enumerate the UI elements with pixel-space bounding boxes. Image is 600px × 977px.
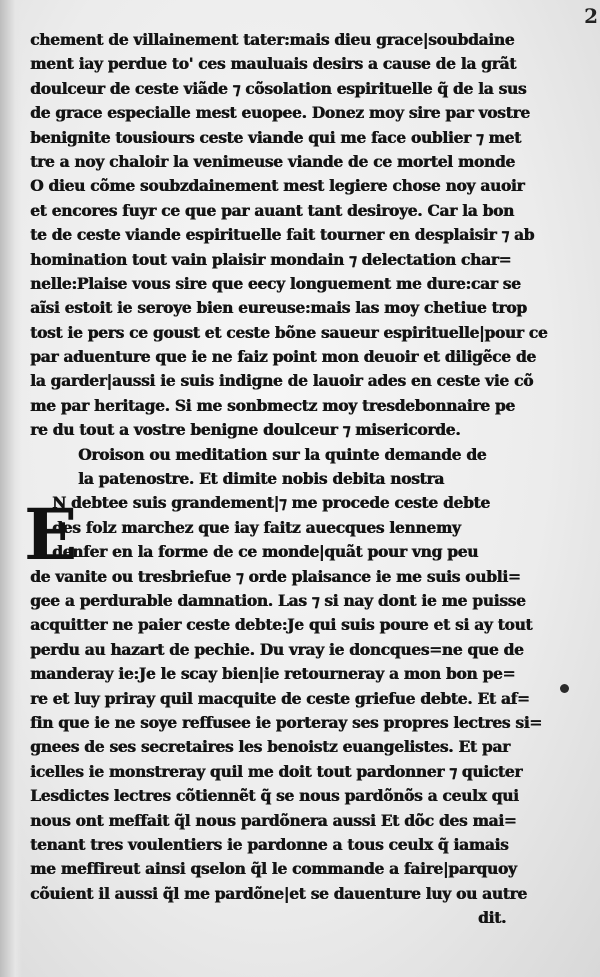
- text-line: te de ceste viande espirituelle fait tourner en desplaisir ⁊ ab: [30, 226, 535, 245]
- text-line: la garder|aussi ie suis indigne de lauoir ades en ceste vie cõ: [30, 372, 533, 391]
- text-line: me par heritage. Si me sonbmectz moy tresdebonnaire pe: [30, 396, 515, 415]
- text-line: et encores fuyr ce que par auant tant desiroye. Car la bon: [30, 201, 514, 220]
- text-line: cõuient il aussi q̃l me pardõne|et se dauenture luy ou autre: [30, 884, 527, 903]
- text-line: de grace especialle mest euopee. Donez moy sire par vostre: [30, 104, 530, 123]
- text-line: fin que ie ne soye reffusee ie porteray ses propres lectres si=: [30, 713, 542, 732]
- text-line: par aduenture que ie ne faiz point mon deuoir et diligẽce de: [30, 348, 536, 367]
- text-line-final: dit.: [477, 909, 506, 928]
- text-line: gee a perdurable damnation. Las ⁊ si nay dont ie me puisse: [30, 591, 526, 610]
- text-line: denfer en la forme de ce monde|quãt pour vng peu: [52, 543, 478, 562]
- text-line: chement de villainement tater:mais dieu grace|soubdaine: [30, 31, 515, 49]
- text-line: ment iay perdue to' ces mauluais desirs a cause de la grãt: [30, 55, 516, 74]
- text-line: nelle:Plaise vous sire que eecy longuement me dure:car se: [30, 274, 521, 293]
- text-line: re et luy priray quil macquite de ceste griefue debte. Et af=: [30, 689, 530, 708]
- folio-number: 2: [584, 4, 598, 28]
- text-line: tenant tres voulentiers ie pardonne a tous ceulx q̃ iamais: [30, 835, 509, 854]
- text-line: Lesdictes lectres cõtiennẽt q̃ se nous pardõnõs a ceulx qui: [30, 787, 519, 806]
- ink-dot-mark: [560, 684, 569, 693]
- text-line: acquitter ne paier ceste debte:Je qui suis poure et si ay tout: [30, 616, 533, 635]
- text-line: homination tout vain plaisir mondain ⁊ delectation char=: [30, 250, 512, 269]
- text-line: doulceur de ceste viãde ⁊ cõsolation espirituelle q̃ de la sus: [30, 79, 527, 98]
- section-heading-line: la patenostre. Et dimite nobis debita nostra: [78, 470, 444, 489]
- text-line: me meffireut ainsi qselon q̃l le commande a faire|parquoy: [30, 860, 517, 879]
- text-line: nous ont meffait q̃l nous pardõnera aussi Et dõc des mai=: [30, 811, 517, 830]
- text-line: de vanite ou tresbriefue ⁊ orde plaisance ie me suis oubli=: [30, 567, 521, 586]
- text-line: re du tout a vostre benigne doulceur ⁊ misericorde.: [30, 421, 461, 440]
- decorated-initial: E: [24, 493, 78, 576]
- text-line: tost ie pers ce goust et ceste bõne saueur espirituelle|pour ce: [30, 323, 548, 342]
- text-line: benignite tousiours ceste viande qui me face oublier ⁊ met: [30, 128, 521, 147]
- text-line: icelles ie monstreray quil me doit tout pardonner ⁊ quicter: [30, 762, 523, 781]
- text-line: manderay ie:Je le scay bien|ie retourneray a mon bon pe=: [30, 665, 516, 684]
- text-line: tre a noy chaloir la venimeuse viande de ce mortel monde: [30, 152, 515, 171]
- text-line: aĩsi estoit ie seroye bien eureuse:mais las moy chetiue trop: [30, 299, 527, 318]
- text-line: O dieu cõme soubzdainement mest legiere chose noy auoir: [30, 177, 525, 196]
- text-line: gnees de ses secretaires les benoistz euangelistes. Et par: [30, 738, 510, 757]
- page-spine-shadow: [0, 0, 22, 977]
- section-heading-line: Oroison ou meditation sur la quinte demande de: [78, 445, 487, 464]
- text-line: N debtee suis grandement|⁊ me procede ceste debte: [52, 494, 490, 513]
- text-line: des folz marchez que iay faitz auecques lennemy: [52, 518, 461, 537]
- text-block: [24, 28, 566, 930]
- text-line: perdu au hazart de pechie. Du vray ie doncques=ne que de: [30, 640, 524, 659]
